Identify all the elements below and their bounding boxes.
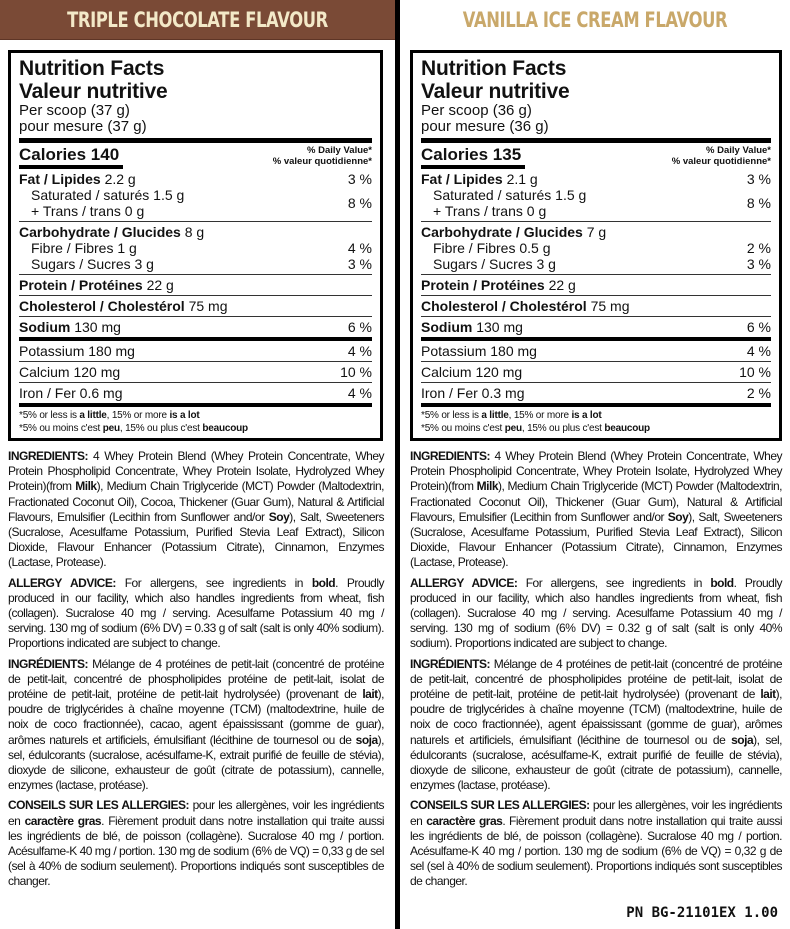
daily-value-percent: 2 %: [746, 240, 771, 256]
nutrient-name: Carbohydrate / Glucides: [19, 224, 181, 240]
nutrient-label: [19, 171, 136, 187]
daily-value-fr: % valeur quotidienne*: [671, 156, 771, 167]
serving-size-fr: pour mesure (36 g): [421, 118, 549, 135]
daily-value-percent: 4 %: [347, 385, 372, 401]
bold-text: bold: [311, 575, 336, 590]
ingredients-text: [8, 449, 384, 895]
nutrient-label: [19, 319, 121, 335]
daily-value-percent: 10 %: [340, 364, 372, 380]
thick-rule: [421, 337, 771, 341]
daily-value-en: % Daily Value*: [307, 145, 372, 156]
text-segment: ), Salt, Sweeteners (Sucralose, Acesulfame Potassium, Purified Stevia Leaf Extract), Silicon Dioxide, Flavour Enhancer (Potassium Citrate), Cinnamon, Enzymes (Lactase, Protease).: [8, 509, 384, 570]
text-segment: , 15% or more: [106, 410, 170, 421]
serving-size: Per scoop (36 g): [421, 102, 532, 119]
nutrient-amount: 22 g: [142, 277, 174, 293]
ingredients-paragraph: [410, 657, 782, 794]
bold-text: CONSEILS SUR LES ALLERGIES:: [410, 798, 590, 813]
nutrient-line: + Trans / trans 0 g: [31, 203, 145, 219]
thin-rule: [421, 316, 771, 317]
bold-text: is a lot: [571, 410, 602, 421]
nutrient-amount: 22 g: [544, 277, 576, 293]
text-segment: ), Salt, Sweeteners (Sucralose, Acesulfame Potassium, Purified Stevia Leaf Extract), Silicon Dioxide, Flavour Enhancer (Potassium Citrate), Cinnamon, Enzymes (Lactase, Protease).: [410, 509, 782, 570]
text-segment: *5% ou moins c'est: [421, 423, 505, 434]
bold-text: soja: [731, 732, 754, 747]
bold-text: INGREDIENTS:: [410, 449, 491, 463]
thin-rule: [19, 361, 372, 362]
daily-value-en: % Daily Value*: [706, 145, 771, 156]
flavour-title: TRIPLE CHOCOLATE FLAVOUR: [67, 8, 328, 32]
text-segment: ), poudre de triglycérides à chaîne moyenne (TCM) (maltodextrine, huile de noix de coco fractionnée), cacao, agent épaississant (gomme de guar), arômes naturels et artificiels, émulsifiant (lécithine de tournesol ou de: [8, 687, 384, 747]
nutrient-amount: 7 g: [582, 224, 607, 240]
nutrient-row: [421, 240, 771, 256]
nutrient-amount: 130 mg: [70, 319, 121, 335]
nutrient-name: Cholesterol / Cholestérol: [421, 298, 587, 314]
serving-size-fr: pour mesure (37 g): [19, 118, 147, 135]
nutrient-name: Cholesterol / Cholestérol: [19, 298, 185, 314]
vanilla-label-column: [400, 0, 790, 929]
bold-text: lait: [760, 687, 776, 702]
part-number: PN BG-21101EX 1.00: [626, 904, 778, 921]
text-segment: . Proudly produced in our facility, which also handles ingredients from wheat, fish (collagen). Sucralose 40 mg / serving. Acesulfame Potassium 40 mg / serving. 130 mg of sodium (6% DV) = 0.33 g of salt (salt is only 40% sodium). Proportions indicated are subject to change.: [8, 575, 384, 651]
bold-text: caractère gras: [24, 813, 102, 828]
ingredients-paragraph: [410, 449, 782, 571]
thin-rule: [421, 274, 771, 275]
nutrient-row: [19, 171, 372, 187]
nutrient-label: [421, 319, 523, 335]
nutrient-row: [19, 364, 372, 380]
text-segment: *5% or less is: [421, 410, 482, 421]
daily-value-percent: 4 %: [347, 343, 372, 359]
text-segment: , 15% ou plus c'est: [119, 423, 203, 434]
calories: Calories 140: [19, 145, 123, 169]
nutrient-label: [421, 256, 556, 272]
text-segment: , 15% ou plus c'est: [521, 423, 605, 434]
nutrient-row: [421, 224, 771, 240]
nutrient-label: [19, 224, 204, 240]
thin-rule: [421, 295, 771, 296]
daily-value-percent: 10 %: [739, 364, 771, 380]
daily-value-percent: 3 %: [347, 171, 372, 187]
nutrient-amount: 75 mg: [184, 298, 228, 314]
nutrient-row: [421, 298, 771, 314]
nutrient-name: Protein / Protéines: [421, 277, 545, 293]
bold-text: Soy: [667, 509, 689, 524]
bold-text: peu: [504, 423, 522, 434]
nutrient-label: [421, 364, 522, 380]
bold-text: beaucoup: [202, 423, 248, 434]
daily-value-percent: 4 %: [347, 240, 372, 256]
nutrient-row: [421, 319, 771, 335]
nutrient-name: Protein / Protéines: [19, 277, 143, 293]
ingredients-paragraph: [8, 576, 384, 652]
nutrient-row: [19, 298, 372, 314]
bold-text: ALLERGY ADVICE:: [410, 575, 518, 590]
bold-text: INGREDIENTS:: [8, 449, 89, 463]
text-segment: . Fièrement produit dans notre installation qui traite aussi les ingrédients de blé, de poisson (collagène). Sucralose 40 mg / portion. Acésulfame-K 40 mg / portion. 130 mg de sodium (6% de VQ) = 0,32 g de sel (sel à 40% de sodium seulement). Proportions indiqués sont susceptibles de changer.: [410, 813, 783, 889]
bold-text: peu: [102, 423, 120, 434]
nutrient-amount: Fibre / Fibres 0.5 g: [433, 240, 551, 256]
nutrient-amount: Sugars / Sucres 3 g: [433, 256, 556, 272]
text-segment: pour les allergènes, voir les ingrédients en: [8, 798, 384, 828]
nutrient-amount: Calcium 120 mg: [421, 364, 523, 380]
nutrient-row: [421, 364, 771, 380]
nutrient-amount: 75 mg: [586, 298, 630, 314]
nutrient-row: [19, 224, 372, 240]
text-segment: ), Medium Chain Triglyceride (MCT) Powder (Maltodextrin, Fractionated Coconut Oil), Thickener (Guar Gum), Natural & Artificial Flavours, Emulsifier (Lecithin from Sunflower and/or: [410, 479, 782, 524]
nutrient-label: [19, 364, 120, 380]
valeur-nutritive-title: Valeur nutritive: [19, 80, 168, 103]
thin-rule: [19, 295, 372, 296]
nutrient-row: [421, 256, 771, 272]
serving-size: Per scoop (37 g): [19, 102, 130, 119]
bold-text: Milk: [476, 479, 499, 494]
nutrient-row: [19, 319, 372, 335]
daily-value-header: [672, 145, 771, 167]
nutrient-row: [421, 277, 771, 293]
nutrition-facts-table: [8, 50, 383, 441]
nutrient-amount: Potassium 180 mg: [421, 343, 537, 359]
nutrient-line: Saturated / saturés 1.5 g: [31, 187, 185, 203]
bold-text: lait: [362, 687, 378, 702]
daily-value-percent: 6 %: [746, 319, 771, 335]
calories: Calories 135: [421, 145, 525, 169]
bold-text: soja: [355, 732, 378, 747]
text-segment: , 15% or more: [508, 410, 572, 421]
daily-value-percent: 2 %: [746, 385, 771, 401]
thin-rule: [421, 221, 771, 222]
footnote-line: [421, 422, 771, 435]
nutrient-row: [421, 385, 771, 401]
thick-rule: [19, 337, 372, 341]
text-segment: 4 Whey Protein Blend (Whey Protein Concentrate, Whey Protein Phospholipid Concentrate, Whey Protein Isolate, Hydrolyzed Whey Protein)(from: [410, 449, 782, 494]
nutrient-label: [19, 240, 137, 256]
daily-value-percent: 3 %: [746, 256, 771, 272]
nutrient-label: [421, 277, 576, 293]
nutrient-row: [421, 171, 771, 187]
nutrient-row: [19, 256, 372, 272]
daily-value-percent: 8 %: [347, 195, 372, 211]
bold-text: CONSEILS SUR LES ALLERGIES:: [8, 798, 190, 813]
nutrient-row: [421, 187, 771, 219]
thick-rule: [421, 138, 771, 143]
thick-rule: [421, 403, 771, 407]
ingredients-paragraph: [8, 657, 384, 794]
ingredients-text: [410, 449, 782, 895]
calories-row: [421, 145, 771, 171]
flavour-banner: [0, 0, 395, 40]
nutrient-amount: Iron / Fer 0.6 mg: [19, 385, 123, 401]
nutrient-amount: Fibre / Fibres 1 g: [31, 240, 137, 256]
nutrient-line: Saturated / saturés 1.5 g: [433, 187, 587, 203]
bold-text: caractère gras: [426, 813, 503, 828]
nutrient-row: [19, 240, 372, 256]
daily-value-percent: 4 %: [746, 343, 771, 359]
daily-value-fr: % valeur quotidienne*: [272, 156, 372, 167]
text-segment: . Fièrement produit dans notre installation qui traite aussi les ingrédients de blé, de poisson (collagène). Sucralose 40 mg / portion. Acésulfame-K 40 mg / portion. 130 mg de sodium (6% de VQ) = 0,33 g de sel (sel à 40% de sodium seulement). Proportions indiqués sont susceptibles de changer.: [8, 813, 385, 889]
bold-text: Soy: [268, 509, 290, 524]
text-segment: ), sel, édulcorants (sucralose, acésulfame-K, extrait purifié de feuille de stévia), dioxyde de silicone, exhausteur de goût (citrate de potassium), cannelle, enzymes (lactase, protéase).: [410, 732, 782, 793]
nutrient-label: [421, 171, 538, 187]
nutrient-label: [421, 385, 524, 401]
valeur-nutritive-title: Valeur nutritive: [421, 80, 570, 103]
bold-text: a little: [481, 410, 509, 421]
footnote-line: [19, 409, 372, 422]
nutrient-label: [19, 298, 228, 314]
nutrient-amount: 130 mg: [472, 319, 523, 335]
daily-value-percent: 3 %: [347, 256, 372, 272]
thin-rule: [421, 361, 771, 362]
ingredients-paragraph: [8, 798, 384, 889]
nutrient-label: [421, 298, 630, 314]
text-segment: . Proudly produced in our facility, which also handles ingredients from wheat, fish (collagen). Sucralose 40 mg / serving. Acesulfame Potassium 40 mg / serving. 130 mg of sodium (6% DV) = 0.32 g of salt (salt is only 40% sodium). Proportions indicated are subject to change.: [410, 575, 782, 651]
nutrient-amount: Potassium 180 mg: [19, 343, 135, 359]
nutrient-amount: Sugars / Sucres 3 g: [31, 256, 154, 272]
text-segment: *5% or less is: [19, 410, 80, 421]
text-segment: For allergens, see ingredients in: [115, 575, 312, 590]
footnote-line: [19, 422, 372, 435]
nutrient-name: Sodium: [19, 319, 71, 335]
text-segment: ), poudre de triglycérides à chaîne moyenne (TCM) (maltodextrine, huile de noix de coco fractionnée), agent épaississant (gomme de guar), arômes naturels et artificiels, émulsifiant (lécithine de tournesol ou de: [410, 687, 782, 747]
text-segment: Mélange de 4 protéines de petit-lait (concentré de protéine de petit-lait, concentré de phospholipides protéine de petit-lait, isolat de protéine de petit-lait, protéine de petit-lait hydrolysée) (provenant de: [410, 656, 782, 702]
nutrient-label: [421, 187, 586, 219]
nutrient-label: [421, 343, 537, 359]
nutrient-name: Fat / Lipides: [19, 171, 101, 187]
nutrient-label: [421, 240, 551, 256]
text-segment: Mélange de 4 protéines de petit-lait (concentré de protéine de petit-lait, concentré de phospholipides protéine de petit-lait, isolat de protéine de petit-lait, protéine de petit-lait hydrolysée) (provenant de: [8, 656, 384, 702]
nutrient-label: [19, 187, 184, 219]
nutrient-name: Carbohydrate / Glucides: [421, 224, 583, 240]
nutrient-row: [19, 343, 372, 359]
nutrient-row: [19, 187, 372, 219]
thick-rule: [19, 403, 372, 407]
text-segment: For allergens, see ingredients in: [517, 575, 711, 590]
bold-text: is a lot: [169, 410, 200, 421]
text-segment: ), sel, édulcorants (sucralose, acésulfame-K, extrait purifié de feuille de stévia), dioxyde de silicone, exhausteur de goût (citrate de potassium), cannelle, enzymes (lactase, protéase).: [8, 732, 384, 793]
thin-rule: [19, 274, 372, 275]
footnote-line: [421, 409, 771, 422]
calories-row: [19, 145, 372, 171]
ingredients-paragraph: [410, 798, 782, 889]
nutrient-label: [19, 385, 122, 401]
nutrient-amount: 8 g: [180, 224, 205, 240]
nutrient-row: [19, 385, 372, 401]
bold-text: a little: [79, 410, 107, 421]
flavour-title: VANILLA ICE CREAM FLAVOUR: [462, 8, 728, 32]
thin-rule: [421, 382, 771, 383]
nutrient-line: + Trans / trans 0 g: [433, 203, 547, 219]
nutrient-amount: 2.2 g: [100, 171, 136, 187]
nutrient-amount: Calcium 120 mg: [19, 364, 121, 380]
nutrient-amount: Iron / Fer 0.3 mg: [421, 385, 525, 401]
daily-value-percent: 8 %: [746, 195, 771, 211]
flavour-banner: [400, 0, 790, 40]
bold-text: INGRÉDIENTS:: [8, 656, 89, 671]
nutrition-facts-title: Nutrition Facts: [19, 57, 165, 80]
thin-rule: [19, 316, 372, 317]
bold-text: Milk: [75, 479, 97, 494]
daily-value-percent: 6 %: [347, 319, 372, 335]
bold-text: beaucoup: [604, 423, 650, 434]
daily-value-percent: 3 %: [746, 171, 771, 187]
text-segment: *5% ou moins c'est: [19, 423, 103, 434]
nutrient-label: [19, 277, 174, 293]
nutrition-facts-title: Nutrition Facts: [421, 57, 567, 80]
text-segment: 4 Whey Protein Blend (Whey Protein Concentrate, Whey Protein Phospholipid Concentrate, Whey Protein Isolate, Hydrolyzed Whey Protein)(from: [8, 449, 384, 494]
ingredients-paragraph: [8, 449, 384, 571]
daily-value-header: [273, 145, 372, 167]
bold-text: bold: [710, 575, 734, 590]
nutrient-label: [19, 256, 154, 272]
thick-rule: [19, 138, 372, 143]
nutrient-label: [19, 343, 135, 359]
nutrient-name: Sodium: [421, 319, 473, 335]
nutrient-amount: 2.1 g: [502, 171, 538, 187]
nutrient-label: [421, 224, 606, 240]
thin-rule: [19, 382, 372, 383]
thin-rule: [19, 221, 372, 222]
nutrient-row: [19, 277, 372, 293]
text-segment: ), Medium Chain Triglyceride (MCT) Powder (Maltodextrin, Fractionated Coconut Oil), Cocoa, Thickener (Guar Gum), Natural & Artificial Flavours, Emulsifier (Lecithin from Sunflower and/or: [8, 479, 384, 524]
text-segment: pour les allergènes, voir les ingrédients en: [410, 798, 782, 828]
bold-text: ALLERGY ADVICE:: [8, 575, 116, 590]
bold-text: INGRÉDIENTS:: [410, 656, 491, 671]
nutrient-name: Fat / Lipides: [421, 171, 503, 187]
nutrition-facts-table: [410, 50, 782, 441]
ingredients-paragraph: [410, 576, 782, 652]
nutrient-row: [421, 343, 771, 359]
